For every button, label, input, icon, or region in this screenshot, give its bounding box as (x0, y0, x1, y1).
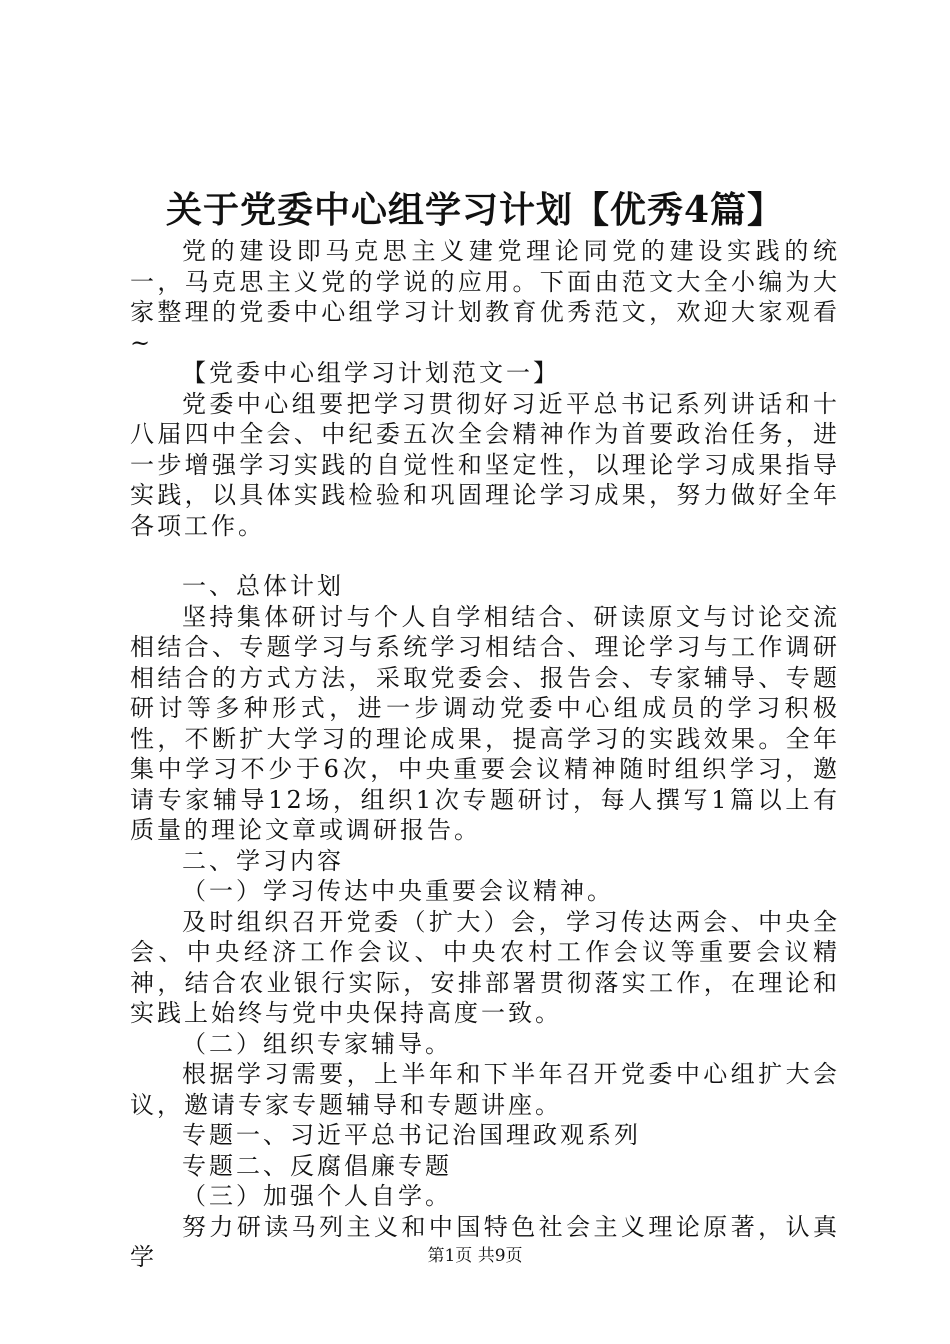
topic-one: 专题一、习近平总书记治国理政观系列 (182, 1121, 641, 1149)
section-heading-sample-one: 【党委中心组学习计划范文一】 (182, 359, 560, 387)
document-body (130, 236, 840, 1273)
section-heading-overall-plan: 一、总体计划 (182, 572, 344, 600)
document-title: 关于党委中心组学习计划【优秀4篇】 (165, 189, 785, 231)
paragraph-central-meetings: 及时组织召开党委（扩大）会，学习传达两会、中央全会、中央经济工作会议、中央农村工作会议等重要会议精神，结合农业银行实际，安排部署贯彻落实工作，在理论和实践上始终与党中央保持高度一致。 (130, 907, 840, 1027)
subheading-expert-guidance: （二）组织专家辅导。 (182, 1029, 452, 1058)
subheading-central-meetings: （一）学习传达中央重要会议精神。 (182, 877, 614, 905)
paragraph-overall-plan: 坚持集体研讨与个人自学相结合、研读原文与讨论交流相结合、专题学习与系统学习相结合、理论学习与工作调研相结合的方式方法，采取党委会、报告会、专家辅导、专题研讨等多种形式，进一步调动党委中心组成员的学习积极性，不断扩大学习的理论成果，提高学习的实践效果。全年集中学习不少于6次，中央重要会议精神随时组织学习，邀请专家辅导12场，组织1次专题研讨，每人撰写1篇以上有质量的理论文章或调研报告。 (130, 602, 840, 844)
topic-two: 专题二、反腐倡廉专题 (182, 1151, 452, 1180)
page-number: 第1页 共9页 (427, 1246, 523, 1266)
paragraph-sample-one-lead: 党委中心组要把学习贯彻好习近平总书记系列讲话和十八届四中全会、中纪委五次全会精神作为首要政治任务，进一步增强学习实践的自觉性和坚定性，以理论学习成果指导实践，以具体实践检验和巩固理论学习成果，努力做好全年各项工作。 (130, 389, 840, 540)
paragraph-self-study: 努力研读马列主义和中国特色社会主义理论原著，认真学 (130, 1212, 840, 1271)
paragraph-expert-guidance: 根据学习需要，上半年和下半年召开党委中心组扩大会议，邀请专家专题辅导和专题讲座。 (130, 1060, 840, 1119)
subheading-self-study: （三）加强个人自学。 (182, 1182, 452, 1210)
section-heading-study-content: 二、学习内容 (182, 846, 344, 875)
paragraph-intro: 党的建设即马克思主义建党理论同党的建设实践的统一，马克思主义党的学说的应用。下面由范文大全小编为大家整理的党委中心组学习计划教育优秀范文，欢迎大家观看~ (130, 237, 840, 357)
